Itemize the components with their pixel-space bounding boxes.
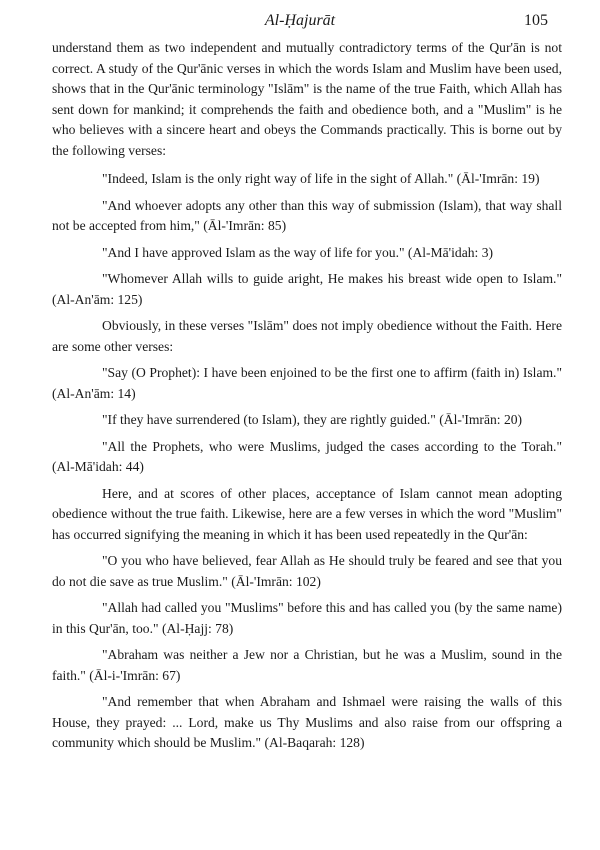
quote-paragraph: "If they have surrendered (to Islam), they are rightly guided." (Āl-'Imrān: 20) — [102, 412, 523, 427]
page-body — [52, 38, 562, 760]
quote-paragraph: "And I have approved Islam as the way of life for you." (Al-Mā'idah: 3) — [102, 244, 494, 260]
quote-paragraph: "Indeed, Islam is the only right way of life in the sight of Allah." (Āl-'Imrān: 19) — [102, 171, 540, 186]
quote-paragraph: "Whomever Allah wills to guide aright, He makes his breast wide open to Islam." (Al-An'ām: 125) — [52, 271, 562, 307]
quote-paragraph: "And whoever adopts any other than this way of submission (Islam), that way shall not be accepted from him," (Āl-'Imrān: 85) — [52, 197, 562, 233]
body-paragraph: Obviously, in these verses "Islām" does not imply obedience without the Faith. Here are some other verses: — [52, 318, 562, 354]
page-number: 105 — [524, 12, 548, 29]
chapter-title: Al-Ḥajurāt — [264, 12, 336, 29]
running-header — [52, 8, 548, 38]
quote-paragraph: "All the Prophets, who were Muslims, judged the cases according to the Torah." (Al-Mā'idah: 44) — [52, 438, 562, 474]
quote-paragraph: "Allah had called you "Muslims" before this and has called you (by the same name) in this Qur'ān, too." (Al-Ḥajj: 78) — [52, 600, 562, 636]
quote-paragraph: "O you who have believed, fear Allah as He should truly be feared and see that you do not die save as true Muslim." (Āl-'Imrān: 102) — [52, 553, 562, 589]
body-paragraph: Here, and at scores of other places, acceptance of Islam cannot mean adopting obedience without the true faith. Likewise, here are a few verses in which the word "Muslim" has occurred signifying the meaning in which it has been used repeatedly in the Qur'ān: — [52, 485, 562, 542]
quote-paragraph: "Say (O Prophet): I have been enjoined to be the first one to affirm (faith in) Islam."(Al-An'ām: 14) — [52, 365, 562, 401]
quote-paragraph: "And remember that when Abraham and Ishmael were raising the walls of this House, they prayed: ... Lord, make us Thy Muslims and also raise from our offspring a community which should be Muslim." (Al-Baqarah: 128) — [52, 694, 562, 750]
quote-paragraph: "Abraham was neither a Jew nor a Christian, but he was a Muslim, sound in the faith." (Āl-i-'Imrān: 67) — [52, 647, 562, 683]
paragraph-continuation: understand them as two independent and mutually contradictory terms of the Qur'ān is not correct. A study of the Qur'ānic verses in which the words Islam and Muslim have been used, shows that in the Qur'ānic terminology "Islām" is the name of the true Faith, which Allah has sent down for mankind; it comprehends the faith and obedience both, and a "Muslim" is he who believes with a sincere heart and obeys the Commands practically. This is borne out by the following verses: — [52, 40, 562, 158]
